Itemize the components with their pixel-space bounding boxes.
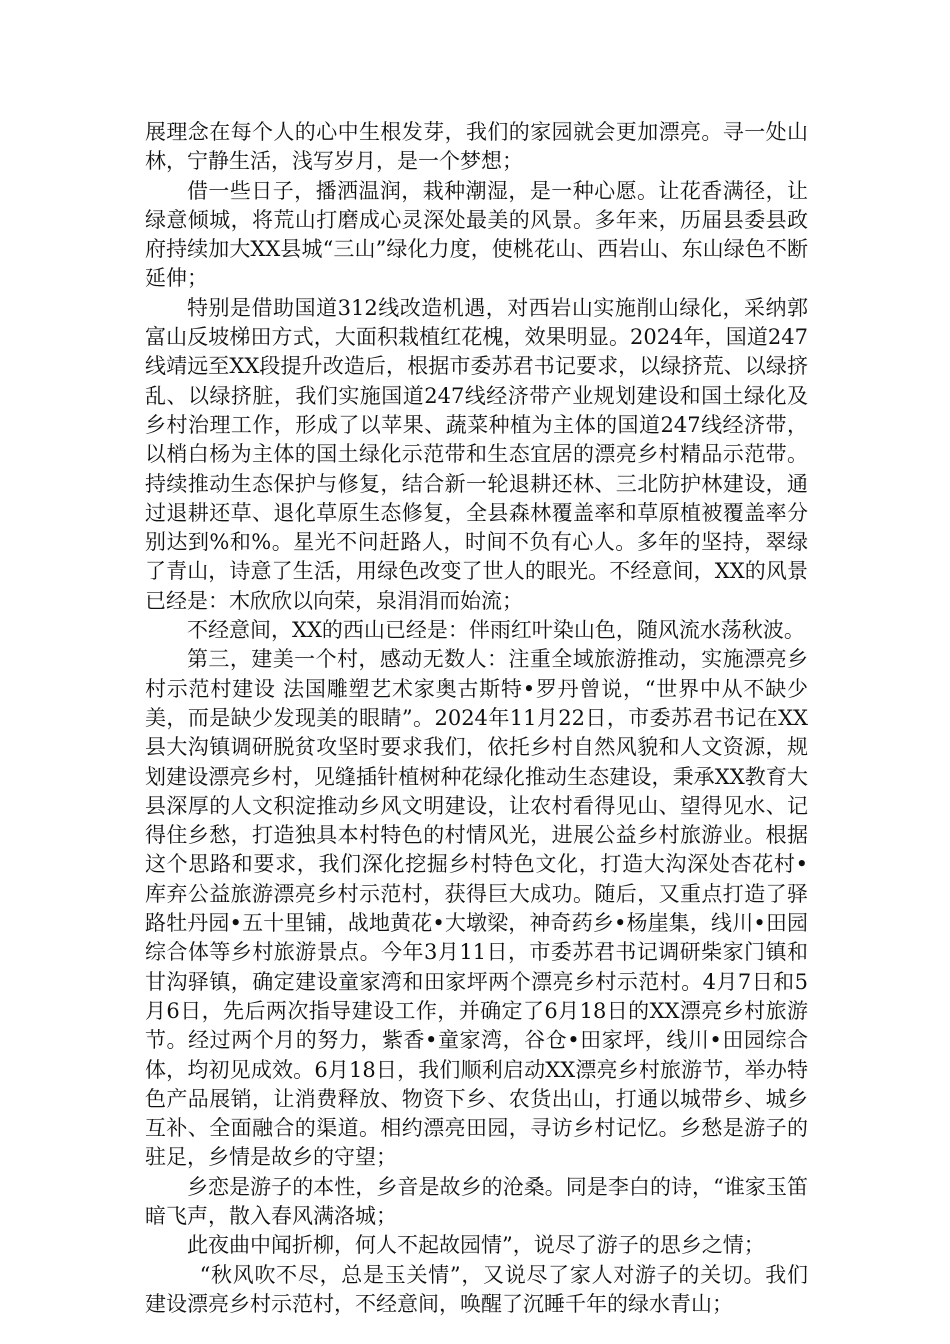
paragraph-8: “秋风吹不尽，总是玉关情”，又说尽了家人对游子的关切。我们建设漂亮乡村示范村，不经意间，唤醒了沉睡千年的绿水青山； (145, 1262, 808, 1316)
paragraph-6: 乡恋是游子的本性，乡音是故乡的沧桑。同是李白的诗，“谁家玉笛暗飞声，散入春风满洛城； (145, 1174, 808, 1228)
paragraph-1: 展理念在每个人的心中生根发芽，我们的家园就会更加漂亮。寻一处山林，宁静生活，浅写岁月，是一个梦想； (145, 120, 808, 174)
paragraph-5: 第三，建美一个村，感动无数人：注重全域旅游推动，实施漂亮乡村示范村建设 法国雕塑艺术家奥古斯特•罗丹曾说，“世界中从不缺少美，而是缺少发现美的眼睛”。2024年11月22日，市委苏君书记在XX县大沟镇调研脱贫攻坚时要求我们，依托乡村自然风貌和人文资源，规划建设漂亮乡村，见缝插针植树种花绿化推动生态建设，秉承XX教育大县深厚的人文积淀推动乡风文明建设，让农村看得见山、望得见水、记得住乡愁，打造独具本村特色的村情风光，进展公益乡村旅游业。根据这个思路和要求，我们深化挖掘乡村特色文化，打造大沟深处杏花村•库弃公益旅游漂亮乡村示范村，获得巨大成功。随后，又重点打造了驿路牡丹园•五十里铺，战地黄花•大墩梁，神奇药乡•杨崖集，线川•田园综合体等乡村旅游景点。今年3月11日，市委苏君书记调研柴家门镇和甘沟驿镇，确定建设童家湾和田家坪两个漂亮乡村示范村。4月7日和5月6日，先后两次指导建设工作，并确定了6月18日的XX漂亮乡村旅游节。经过两个月的努力，紫香•童家湾，谷仓•田家坪，线川•田园综合体，均初见成效。6月18日，我们顺利启动XX漂亮乡村旅游节，举办特色产品展销，让消费释放、物资下乡、农货出山，打通以城带乡、城乡互补、全面融合的渠道。相约漂亮田园，寻访乡村记忆。乡愁是游子的驻足，乡情是故乡的守望； (145, 647, 808, 1170)
paragraph-7: 此夜曲中闻折柳，何人不起故园情”，说尽了游子的思乡之情； (187, 1233, 765, 1258)
paragraph-3: 特别是借助国道312线改造机遇，对西岩山实施削山绿化，采纳郭富山反坡梯田方式，大面积栽植红花槐，效果明显。2024年，国道247线靖远至XX段提升改造后，根据市委苏君书记要求，以绿挤荒、以绿挤乱、以绿挤脏，我们实施国道247线经济带产业规划建设和国土绿化及乡村治理工作，形成了以苹果、蔬菜种植为主体的国道247线经济带，以梢白杨为主体的国土绿化示范带和生态宜居的漂亮乡村精品示范带。持续推动生态保护与修复，结合新一轮退耕还林、三北防护林建设，通过退耕还草、退化草原生态修复，全县森林覆盖率和草原植被覆盖率分别达到%和%。星光不问赶路人，时间不负有心人。多年的坚持，翠绿了青山，诗意了生活，用绿色改变了世人的眼光。不经意间，XX的风景已经是：木欣欣以向荣，泉涓涓而始流； (145, 295, 808, 613)
paragraph-2: 借一些日子，播洒温润，栽种潮湿，是一种心愿。让花香满径，让绿意倾城，将荒山打磨成心灵深处最美的风景。多年来，历届县委县政府持续加大XX县城“三山”绿化力度，使桃花山、西岩山、东山绿色不断延伸； (145, 178, 808, 291)
document-body (145, 118, 808, 1319)
paragraph-4: 不经意间，XX的西山已经是：伴雨红叶染山色，随风流水荡秋波。 (187, 618, 805, 643)
